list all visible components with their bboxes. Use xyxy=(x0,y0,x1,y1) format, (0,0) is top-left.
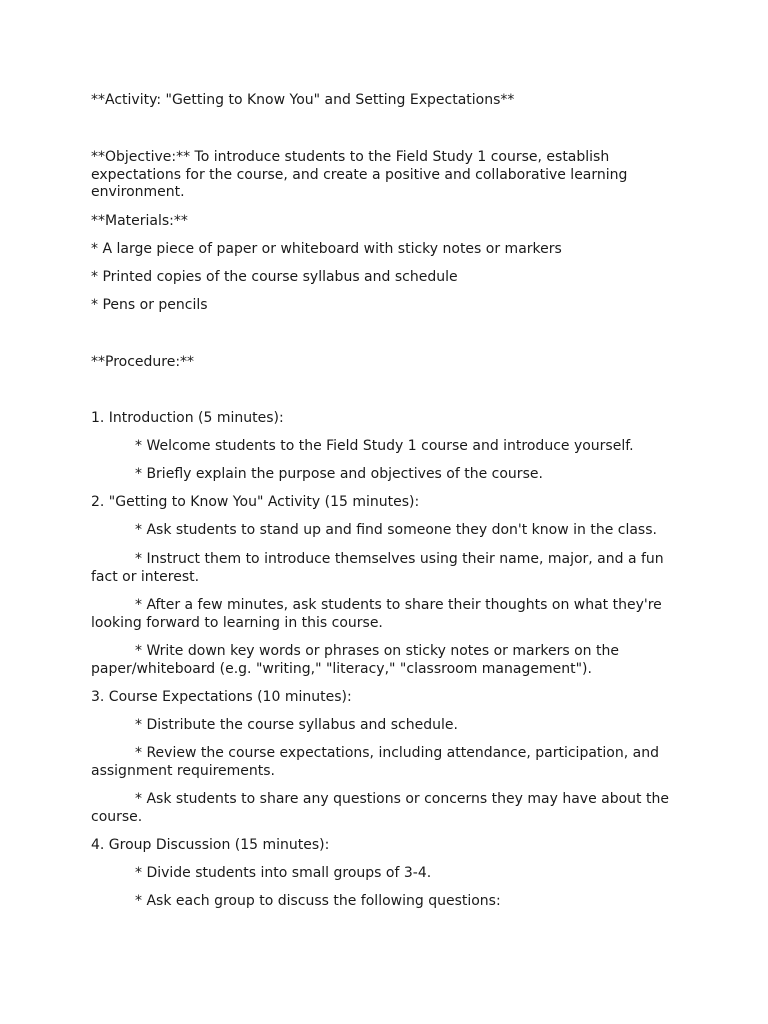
step-item: * Divide students into small groups of 3-4. xyxy=(135,865,432,881)
step-item: * Ask students to share any questions or concerns they may have about the course. xyxy=(91,791,669,825)
activity-title: **Activity: "Getting to Know You" and Setting Expectations** xyxy=(91,92,515,108)
step-heading: 4. Group Discussion (15 minutes): xyxy=(91,837,330,853)
step-item: * Welcome students to the Field Study 1 course and introduce yourself. xyxy=(135,438,634,454)
step-item: * Write down key words or phrases on sticky notes or markers on the paper/whiteboard (e.g. "writing," "literacy," "classroom management"). xyxy=(91,643,619,677)
step-item: * Briefly explain the purpose and objectives of the course. xyxy=(135,466,543,482)
step-item: * Instruct them to introduce themselves using their name, major, and a fun fact or interest. xyxy=(91,551,664,585)
step-item: * After a few minutes, ask students to share their thoughts on what they're looking forward to learning in this course. xyxy=(91,597,662,631)
materials-item: * A large piece of paper or whiteboard with sticky notes or markers xyxy=(91,241,562,257)
materials-item: * Printed copies of the course syllabus and schedule xyxy=(91,269,458,285)
procedure-heading: **Procedure:** xyxy=(91,354,195,370)
step-heading: 2. "Getting to Know You" Activity (15 minutes): xyxy=(91,494,420,510)
materials-heading: **Materials:** xyxy=(91,213,188,229)
step-heading: 1. Introduction (5 minutes): xyxy=(91,410,284,426)
step-item: * Distribute the course syllabus and schedule. xyxy=(135,717,458,733)
objective-paragraph: **Objective:** To introduce students to the Field Study 1 course, establish expectations for the course, and create a positive and collaborative learning environment. xyxy=(91,149,628,200)
step-item: * Review the course expectations, including attendance, participation, and assignment requirements. xyxy=(91,745,659,779)
step-heading: 3. Course Expectations (10 minutes): xyxy=(91,689,352,705)
step-item: * Ask each group to discuss the following questions: xyxy=(135,893,501,909)
materials-item: * Pens or pencils xyxy=(91,297,208,313)
step-item: * Ask students to stand up and find someone they don't know in the class. xyxy=(135,522,657,538)
